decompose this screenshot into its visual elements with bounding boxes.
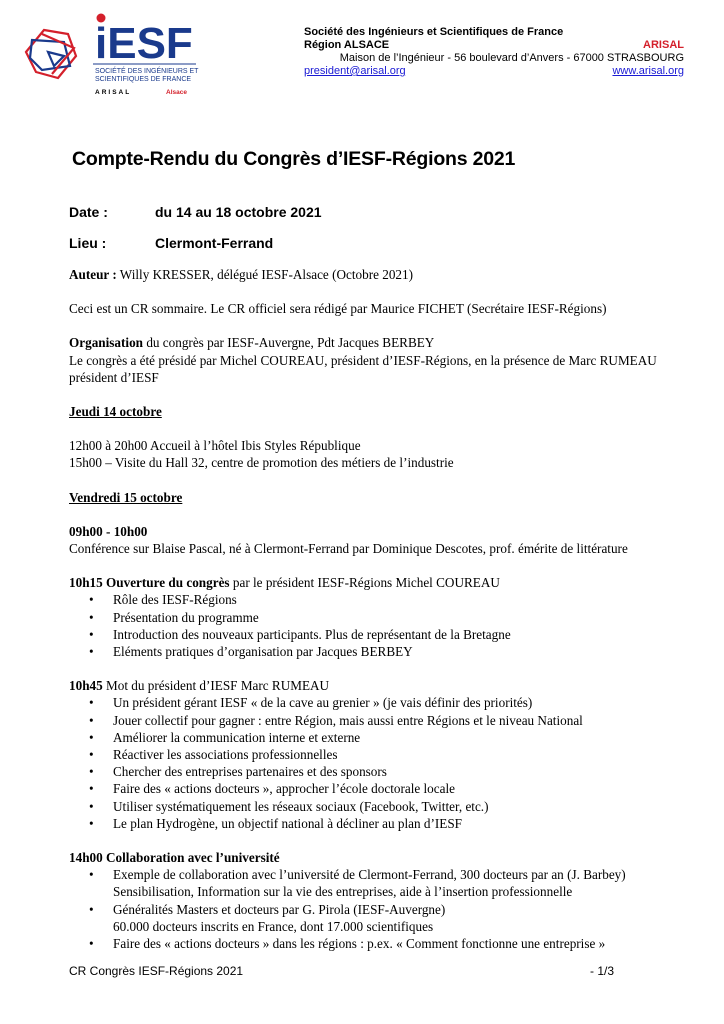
document-body xyxy=(69,266,699,952)
lieu-row xyxy=(69,235,273,251)
list-item: • Utiliser systématiquement les réseaux sociaux (Facebook, Twitter, etc.) xyxy=(113,798,699,815)
document-title: Compte-Rendu du Congrès d’IESF-Régions 2021 xyxy=(72,148,516,170)
letterhead xyxy=(264,26,684,78)
logo-line1: SOCIÉTÉ DES INGÉNIEURS ET xyxy=(95,68,199,75)
header-arisal: ARISAL xyxy=(643,39,684,51)
list-item: • Améliorer la communication interne et externe xyxy=(113,729,699,746)
header-line1: Société des Ingénieurs et Scientifiques de France xyxy=(304,26,564,38)
list-item: • Le plan Hydrogène, un objectif national à décliner au plan d’IESF xyxy=(113,815,699,832)
session2-text: par le président IESF-Régions Michel COUREAU xyxy=(229,575,500,591)
session2-heading xyxy=(69,574,699,591)
jeudi-line-2: 15h00 – Visite du Hall 32, centre de promotion des métiers de l’industrie xyxy=(69,455,454,471)
footer-title: CR Congrès IESF-Régions 2021 xyxy=(69,964,244,978)
date-label: Date : xyxy=(69,204,108,220)
session1-text: Conférence sur Blaise Pascal, né à Clermont-Ferrand par Dominique Descotes, prof. émérite de littérature xyxy=(69,541,628,557)
list-item: • Jouer collectif pour gagner : entre Région, mais aussi entre Régions et le niveau National xyxy=(113,712,699,729)
jeudi-heading: Jeudi 14 octobre xyxy=(69,404,162,420)
list-item: • Réactiver les associations professionnelles xyxy=(113,746,699,763)
logo-brand: iESF xyxy=(95,19,193,68)
organisation-label: Organisation xyxy=(69,335,144,351)
session4-heading: 14h00 Collaboration avec l’université xyxy=(69,850,280,866)
logo-line2: SCIENTIFIQUES DE FRANCE xyxy=(95,76,192,83)
auteur-label: Auteur : xyxy=(69,267,117,282)
lieu-value: Clermont-Ferrand xyxy=(155,235,274,251)
list-item: • Un président gérant IESF « de la cave au grenier » (je vais définir des priorités) xyxy=(113,694,699,711)
logo-arisal: ARISAL xyxy=(95,89,132,96)
list-item-text: Généralités Masters et docteurs par G. Pirola (IESF-Auvergne) xyxy=(113,901,446,917)
header-address: Maison de l’Ingénieur - 56 boulevard d’Anvers - 67000 STRASBOURG xyxy=(339,52,684,64)
organisation-line2: Le congrès a été présidé par Michel COUREAU, président d’IESF-Régions, en la présence de Marc RUMEAU président d’IESF xyxy=(69,352,657,385)
auteur-text: Willy KRESSER, délégué IESF-Alsace (Octobre 2021) xyxy=(116,267,414,282)
list-item xyxy=(113,901,699,935)
organisation-text: du congrès par IESF-Auvergne, Pdt Jacques BERBEY xyxy=(143,335,435,351)
session3-text: Mot du président d’IESF Marc RUMEAU xyxy=(102,678,330,694)
session3-heading xyxy=(69,677,699,694)
list-item: • Présentation du programme xyxy=(113,609,699,626)
intro-text: Ceci est un CR sommaire. Le CR officiel sera rédigé par Maurice FICHET (Secrétaire IESF-Régions) xyxy=(69,301,607,317)
list-item: • Faire des « actions docteurs » dans les régions : p.ex. « Comment fonctionne une entreprise » xyxy=(113,935,699,952)
session3-head: 10h45 xyxy=(69,678,103,694)
list-item: • Introduction des nouveaux participants. Plus de représentant de la Bretagne xyxy=(113,626,699,643)
website-link[interactable]: www.arisal.org xyxy=(612,65,684,77)
page-number: - 1/3 xyxy=(589,964,614,978)
list-item-text: 60.000 docteurs inscrits en France, dont 17.000 scientifiques xyxy=(113,918,434,934)
list-item: • Chercher des entreprises partenaires et des sponsors xyxy=(113,763,699,780)
organisation-line xyxy=(69,334,699,351)
list-item: • Exemple de collaboration avec l’université de Clermont-Ferrand, 300 docteurs par an (J. Barbey) Sensibilisation, Information sur la vie des entreprises, aide à l’insertion professionnelle xyxy=(113,866,699,900)
logo-alsace: Alsace xyxy=(166,89,187,96)
jeudi-line-1: 12h00 à 20h00 Accueil à l’hôtel Ibis Styles République xyxy=(69,438,361,454)
session2-head: 10h15 Ouverture du congrès xyxy=(69,575,230,591)
list-item: • Faire des « actions docteurs », approcher l’école doctorale locale xyxy=(113,780,699,797)
email-link[interactable]: president@arisal.org xyxy=(304,65,406,77)
page-footer xyxy=(69,964,614,978)
date-row xyxy=(69,204,322,220)
iesf-logo xyxy=(18,12,218,102)
lieu-label: Lieu : xyxy=(69,235,107,251)
session2-list xyxy=(69,591,699,660)
session3-list xyxy=(69,694,699,832)
list-item: • Rôle des IESF-Régions xyxy=(113,591,699,608)
date-value: du 14 au 18 octobre 2021 xyxy=(155,204,322,220)
list-item: • Eléments pratiques d’organisation par Jacques BERBEY xyxy=(113,643,699,660)
session4-list xyxy=(69,866,699,952)
header-region: Région ALSACE xyxy=(304,39,390,51)
session1-time: 09h00 - 10h00 xyxy=(69,523,148,539)
auteur-line xyxy=(69,266,699,283)
vendredi-heading: Vendredi 15 octobre xyxy=(69,489,183,505)
iesf-emblem-icon xyxy=(18,12,218,102)
